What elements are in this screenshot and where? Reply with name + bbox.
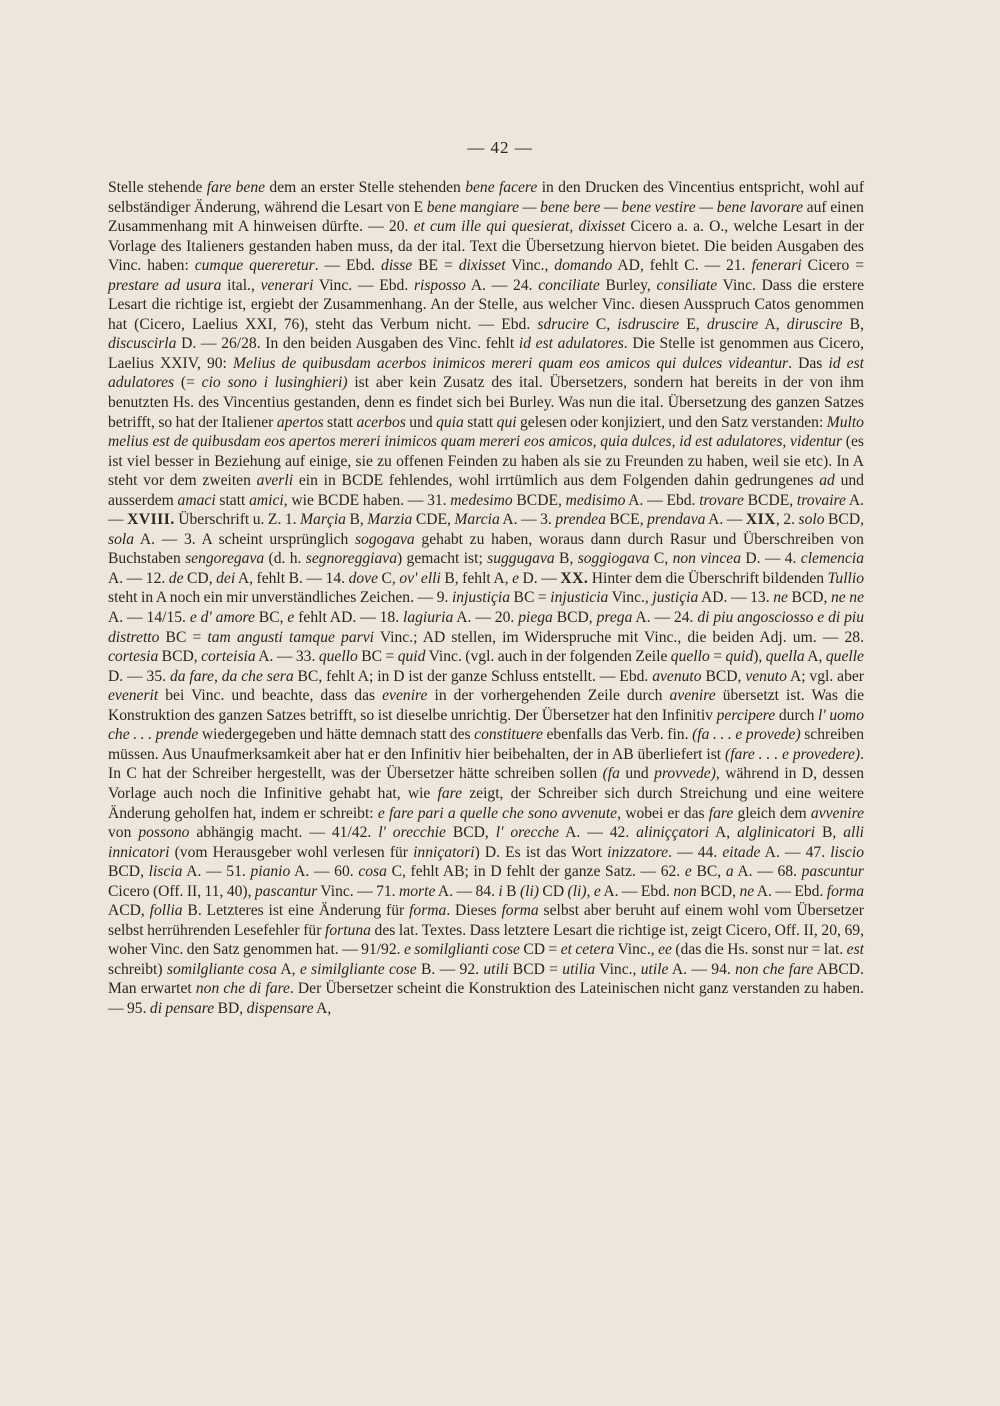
text-run: A. — 84. xyxy=(435,882,499,900)
italic-term: utile xyxy=(640,960,669,978)
italic-term: constituere xyxy=(474,726,543,744)
italic-term: clemencia xyxy=(800,550,865,568)
italic-term: risposso xyxy=(413,276,466,294)
italic-term: fenerari xyxy=(751,257,802,275)
italic-term: justiçia xyxy=(652,589,699,607)
italic-term: da fare, da che sera xyxy=(169,667,294,685)
italic-term: prestare ad usura xyxy=(108,276,222,294)
italic-term: fare bene xyxy=(206,179,266,196)
italic-term: dei xyxy=(216,569,236,587)
italic-term: e similgliante cose xyxy=(299,960,417,978)
italic-term: injustiçia xyxy=(451,589,510,607)
italic-term: provvede) xyxy=(654,765,716,783)
text-run: Cicero a. a. O., welche Lesart in der Vorlage des Italieners gestanden haben muss, da der ital. Text die Übersetzung hiervon bietet. Die beiden Ausgaben des Vinc. haben: xyxy=(108,218,865,275)
text-run: E, xyxy=(679,315,707,333)
italic-term: segnoreggiava xyxy=(305,550,398,568)
italic-term: trovaire xyxy=(796,491,846,509)
italic-term: avvenire xyxy=(810,804,864,822)
italic-term: avenire xyxy=(669,687,716,705)
italic-term: disse xyxy=(381,257,413,275)
italic-term: ad xyxy=(819,472,835,490)
italic-term: sogogava xyxy=(354,530,415,548)
italic-term: cosa xyxy=(358,863,387,881)
italic-term: ne xyxy=(773,589,788,607)
text-run: schreibt) xyxy=(108,960,167,978)
italic-term: bene mangiare — bene bere — bene vestire — bene lavorare xyxy=(426,198,803,216)
text-run: Vinc. (vgl. auch in der folgenden Zeile xyxy=(425,648,671,666)
italic-term: cortesia xyxy=(108,648,159,666)
text-run: A. — 12. xyxy=(108,569,169,587)
italic-term: pianio xyxy=(250,863,291,881)
text-run: BCDE, xyxy=(512,491,566,509)
text-run: (d. h. xyxy=(264,550,306,568)
italic-term: l' orecchie xyxy=(378,824,446,842)
italic-term: utilia xyxy=(562,960,596,978)
text-run: BCD = xyxy=(508,960,563,978)
italic-term: bene facere xyxy=(465,179,538,196)
italic-term: discuscirla xyxy=(108,335,177,353)
italic-term: quid xyxy=(397,648,426,666)
italic-term: et cetera xyxy=(560,941,615,959)
text-run: durch xyxy=(775,706,819,724)
italic-term: tam angusti tamque parvi xyxy=(207,628,374,646)
text-run: BC, xyxy=(691,863,726,881)
italic-term: inizzatore xyxy=(607,843,669,861)
text-run: Hinter dem die Überschrift bildenden xyxy=(588,569,828,587)
text-run: Überschrift u. Z. 1. xyxy=(174,511,301,529)
italic-term: (li) xyxy=(519,882,540,900)
italic-term: prega xyxy=(596,609,633,627)
text-run: dem an erster Stelle stehenden xyxy=(265,179,466,196)
text-run: CD xyxy=(539,882,568,900)
text-run: Vinc. — 71. xyxy=(317,882,399,900)
text-run: . — Ebd. xyxy=(314,257,382,275)
italic-term: ne xyxy=(739,882,755,900)
italic-term: evenire xyxy=(382,687,428,705)
text-run: A; vgl. aber xyxy=(786,667,864,685)
text-run: BCD, xyxy=(445,824,496,842)
italic-term: l' uomo che . . . prende xyxy=(108,706,864,744)
text-run: Vinc. Dass die erstere Lesart die richtige ist, ergiebt der Zusammenhang. An der Stelle, aus welcher Vinc. diesen Ausspruch Catos genommen hat (Cicero, Laelius XXI, 76), steht das Verbum nicht. — Ebd. xyxy=(108,276,865,333)
italic-term: (fare . . . e provedere) xyxy=(725,745,861,763)
italic-term: dove xyxy=(348,569,378,587)
text-run: A, fehlt B. — 14. xyxy=(235,569,349,587)
italic-term: non xyxy=(673,882,697,900)
text-run: wiedergegeben und hätte demnach statt des xyxy=(198,726,475,744)
italic-term: dixisset xyxy=(458,257,506,275)
italic-term: averli xyxy=(256,472,294,490)
italic-term: apertos xyxy=(276,413,324,431)
italic-term: corteisia xyxy=(201,648,256,666)
italic-term: trovare xyxy=(699,491,744,509)
italic-term: (fa xyxy=(602,765,620,783)
section-number: XIX xyxy=(745,511,776,529)
text-run: fehlt AD. — 18. xyxy=(294,609,403,627)
text-run: Vinc., xyxy=(608,589,653,607)
text-run: A. — 51. xyxy=(182,863,251,881)
text-run: ACD, xyxy=(108,902,150,920)
text-run: BCD, xyxy=(552,609,597,627)
text-run: Vinc. — Ebd. xyxy=(313,276,414,294)
italic-term: e xyxy=(684,863,692,881)
text-run: C, xyxy=(378,569,400,587)
italic-term: sdrucire xyxy=(537,315,589,333)
text-run: ) gemacht ist; xyxy=(397,550,488,568)
text-run: AD, fehlt C. — 21. xyxy=(612,257,752,275)
italic-term: quella xyxy=(765,648,805,666)
italic-term: l' orecche xyxy=(495,824,560,842)
section-number: XX. xyxy=(560,569,589,587)
italic-term: forma xyxy=(826,882,865,900)
italic-term: fare xyxy=(708,804,734,822)
text-run: . Der Übersetzer scheint die Konstruktion des Lateinischen nicht ganz verstanden zu haben. — 95. xyxy=(108,980,864,1017)
italic-term: cio sono i lusinghieri) xyxy=(201,374,348,392)
text-run: BCDE, xyxy=(743,491,797,509)
text-run: Burley, xyxy=(599,276,657,294)
italic-term: somilgliante cosa xyxy=(166,960,277,978)
text-run: Vinc., xyxy=(614,941,659,959)
italic-term: Melius de quibusdam acerbos inimicos mereri quam eos amicos qui dulces videantur xyxy=(233,354,789,372)
text-run: . — 44. xyxy=(668,843,723,861)
text-run: D. — 4. xyxy=(741,550,801,568)
italic-term: quid xyxy=(725,648,754,666)
text-run: BCD, xyxy=(108,863,149,881)
text-run: übersetzt ist. Was die Konstruktion des ganzen Satzes betrifft, so ist dieselbe unrichtig. Der Übersetzer hat den Infinitiv xyxy=(108,687,865,724)
italic-term: id est adulatores xyxy=(108,354,864,392)
text-run: C, fehlt AB; in D fehlt der ganze Satz. — 62. xyxy=(386,863,685,881)
text-run: steht in A noch ein mir unverständliches Zeichen. — 9. xyxy=(108,589,452,607)
text-run: gleich dem xyxy=(733,804,811,822)
italic-term: inniçatori xyxy=(413,843,475,861)
italic-term: dispensare xyxy=(246,999,314,1017)
italic-term: et cum ille qui quesierat, dixisset xyxy=(413,218,626,236)
text-run: A. — 24. xyxy=(465,276,539,294)
text-run: (= xyxy=(174,374,202,392)
text-run: A. — xyxy=(705,511,746,529)
text-run: BCD, xyxy=(696,882,740,900)
italic-term: evenerit xyxy=(108,687,159,705)
text-run: gehabt zu haben, woraus dann durch Rasur und Überschreiben von Buchstaben xyxy=(108,530,864,568)
text-run: des lat. Textes. Dass letztere Lesart die richtige ist, zeigt Cicero, Off. II, 20, 69, woher Vinc. den Satz genommen hat. — 91/92. xyxy=(108,921,865,959)
italic-term: ov' elli xyxy=(399,569,441,587)
text-run: BD, xyxy=(214,999,247,1017)
italic-term: Multo melius est de quibusdam eos apertos mereri inimicos quam mereri eos amicos, quia dulces, id est adulatores, videntur xyxy=(108,413,864,451)
italic-term: follia xyxy=(149,902,183,920)
text-run: ebenfalls das Verb. fin. xyxy=(542,726,693,744)
italic-term: est xyxy=(846,941,864,959)
italic-term: de xyxy=(168,569,184,587)
text-run: von xyxy=(108,824,139,842)
text-run: A. — 3. A scheint ursprünglich xyxy=(134,530,355,548)
italic-term: injusticia xyxy=(550,589,609,607)
italic-term: soggiogava xyxy=(577,550,650,568)
text-run: statt xyxy=(463,413,497,431)
italic-term: medisimo xyxy=(565,491,626,509)
text-run: in der vorhergehenden Zeile durch xyxy=(427,687,670,705)
text-run: B, xyxy=(345,511,368,529)
italic-term: quello xyxy=(318,648,358,666)
text-run: und xyxy=(405,413,437,431)
italic-term: percipere xyxy=(716,706,776,724)
italic-term: prendava xyxy=(647,511,706,529)
italic-term: avenuto xyxy=(652,667,702,685)
italic-term: id est adulatores xyxy=(518,335,624,353)
text-run: ), xyxy=(753,648,766,666)
italic-term: aliniççatori xyxy=(636,824,709,842)
italic-term: amaci xyxy=(177,491,216,509)
text-run: BE = xyxy=(412,257,459,275)
italic-term: possono xyxy=(138,824,190,842)
text-run: B, xyxy=(842,315,864,333)
italic-term: ne ne xyxy=(831,589,864,607)
text-run: A. — Ebd. xyxy=(625,491,700,509)
italic-term: e somilglianti cose xyxy=(403,941,520,959)
italic-term: di piu angosciosso e di piu distretto xyxy=(108,609,865,646)
text-run: B, xyxy=(815,824,844,842)
italic-term: sengoregava xyxy=(185,550,265,568)
italic-term: e d' amore xyxy=(189,609,255,627)
text-run: abhängig macht. — 41/42. xyxy=(189,824,379,842)
italic-term: e xyxy=(512,569,520,587)
italic-term: ee xyxy=(658,941,672,959)
italic-term: eitade xyxy=(722,843,761,861)
text-run: AD. — 13. xyxy=(698,589,774,607)
italic-term: e xyxy=(593,882,601,900)
text-run: BC, fehlt A; in D ist der ganze Schluss entstellt. — Ebd. xyxy=(293,667,653,685)
text-run: D. — 35. xyxy=(108,667,170,685)
italic-term: liscia xyxy=(148,863,183,881)
italic-term: alli innicatori xyxy=(108,824,864,861)
text-run: ein in BCDE fehlendes, wohl irrtümlich aus dem Folgenden dahin gedrungenes xyxy=(293,472,820,490)
italic-term: isdruscire xyxy=(617,315,680,333)
italic-term: quelle xyxy=(825,648,864,666)
italic-term: e xyxy=(287,609,295,627)
text-run: A. — 94. xyxy=(668,960,736,978)
text-run: A. — xyxy=(108,491,864,529)
text-run: A, xyxy=(758,315,787,333)
italic-term: morte xyxy=(399,882,436,900)
italic-term: consiliate xyxy=(656,276,718,294)
italic-term: sola xyxy=(108,530,134,548)
text-run: gelesen oder konjiziert, und den Satz verstanden: xyxy=(516,413,827,431)
text-run: , wobei er das xyxy=(617,804,709,822)
text-run: C, xyxy=(649,550,673,568)
text-run: BCD, xyxy=(787,589,831,607)
text-run: , während in D, dessen Vorlage auch noch die Infinitive gehabt hat, wie xyxy=(108,765,864,802)
text-run: , 2. xyxy=(775,511,799,529)
text-run: A, xyxy=(276,960,300,978)
text-run: ital., xyxy=(221,276,261,294)
italic-term: alglinicatori xyxy=(737,824,816,842)
italic-term: suggugava xyxy=(487,550,555,568)
text-run: schreiben müssen. Aus Unaufmerksamkeit aber hat er den Infinitiv hier beibehalten, der in AB überliefert ist xyxy=(108,726,864,763)
text-run: A. — 60. xyxy=(290,863,359,881)
italic-term: quia xyxy=(436,413,464,431)
italic-term: fare xyxy=(437,784,463,802)
text-run: selbst aber beruht auf einem wohl vom Übersetzer selbst herrührenden Lesefehler für xyxy=(108,902,864,939)
text-run: (es ist viel besser in Beziehung auf einige, sie zu offenen Feinden zu haben als sie zu Freunden zu haben, weil sie etc). In A steht vor dem zweiten xyxy=(108,433,864,490)
text-run: CD, xyxy=(183,569,217,587)
italic-term: (li) xyxy=(567,882,587,900)
text-run: A. — 24. xyxy=(632,609,698,627)
italic-term: e fare pari a quelle che sono avvenute xyxy=(377,804,618,822)
italic-term: pascuntur xyxy=(801,863,864,881)
text-run: D. — xyxy=(519,569,561,587)
text-run: BCD, xyxy=(701,667,746,685)
text-run: Stelle stehende xyxy=(108,179,207,196)
italic-term: cumque quereretur xyxy=(194,257,315,275)
text-run: auf einen Zusammenhang mit A hinweisen dürfte. — 20. xyxy=(108,198,864,236)
text-run: CD = xyxy=(519,941,561,959)
text-run: A. — 20. xyxy=(453,609,519,627)
italic-term: forma xyxy=(409,902,447,920)
text-run: CDE, xyxy=(412,511,455,529)
text-run: B xyxy=(502,882,520,900)
text-run: , xyxy=(586,882,594,900)
text-run: BC = xyxy=(357,648,398,666)
text-run: A. — 47. xyxy=(760,843,831,861)
text-run: in den Drucken des Vincentius entspricht, wohl auf selbständiger Änderung, während die Lesart von E xyxy=(108,179,865,216)
italic-term: qui xyxy=(496,413,517,431)
text-run: C, xyxy=(588,315,618,333)
text-run: A. — 3. xyxy=(499,511,556,529)
text-run: BC = xyxy=(159,628,208,646)
text-run: A. — 68. xyxy=(733,863,802,881)
italic-term: fortuna xyxy=(325,921,371,939)
text-run: ) D. Es ist das Wort xyxy=(474,843,608,861)
italic-term: (fa . . . e provede) xyxy=(692,726,801,744)
text-run: B. — 92. xyxy=(416,960,484,978)
text-run: BC, xyxy=(254,609,288,627)
text-run: , wie BCDE haben. — 31. xyxy=(283,491,451,509)
italic-term: medesimo xyxy=(450,491,513,509)
text-run: A. — 42. xyxy=(559,824,637,842)
text-run: Vinc., xyxy=(505,257,555,275)
italic-term: venuto xyxy=(745,667,787,685)
text-run: (vom Herausgeber wohl verlesen für xyxy=(169,843,414,861)
italic-term: pascantur xyxy=(254,882,318,900)
text-run: BCE, xyxy=(605,511,648,529)
italic-term: liscio xyxy=(830,843,864,861)
text-run: A. — 14/15. xyxy=(108,609,190,627)
italic-term: Marçia xyxy=(300,511,346,529)
text-run: BC = xyxy=(510,589,551,607)
italic-term: forma xyxy=(501,902,539,920)
italic-term: amici xyxy=(249,491,284,509)
text-run: Cicero = xyxy=(801,257,864,275)
text-run: A, xyxy=(708,824,738,842)
italic-term: venerari xyxy=(260,276,314,294)
italic-term: conciliate xyxy=(538,276,600,294)
italic-term: domando xyxy=(554,257,613,275)
text-run: bei Vinc. und beachte, dass das xyxy=(158,687,383,705)
italic-term: Marcia xyxy=(454,511,500,529)
italic-term: druscire xyxy=(706,315,759,333)
italic-term: prendea xyxy=(555,511,606,529)
text-run: statt xyxy=(215,491,250,509)
italic-term: acerbos xyxy=(356,413,406,431)
text-run: B, xyxy=(554,550,578,568)
italic-term: utili xyxy=(483,960,509,978)
text-run: A, xyxy=(313,999,332,1017)
text-run: B, fehlt A, xyxy=(440,569,513,587)
italic-term: diruscire xyxy=(786,315,843,333)
text-run: = xyxy=(709,648,726,666)
text-run: B. Letzteres ist eine Änderung für xyxy=(182,902,410,920)
text-run: . Die Stelle ist genommen aus Cicero, Laelius XXIV, 90: xyxy=(108,335,864,372)
text-run: zeigt, der Schreiber sich durch Streichung und eine weitere Änderung geholfen hat, indem er schreibt: xyxy=(108,784,864,822)
text-run: . Das xyxy=(788,354,829,372)
italic-term: non che fare xyxy=(735,960,814,978)
italic-term: di pensare xyxy=(149,999,215,1017)
text-run: Cicero (Off. II, 11, 40), xyxy=(108,882,255,900)
text-run: (das die Hs. sonst nur = lat. xyxy=(671,941,847,959)
text-run: A. — 33. xyxy=(255,648,319,666)
text-run: BCD, xyxy=(158,648,202,666)
text-run: A. — Ebd. xyxy=(754,882,827,900)
text-run: A, xyxy=(804,648,826,666)
text-run: D. — 26/28. In den beiden Ausgaben des Vinc. fehlt xyxy=(176,335,519,353)
text-run: BCD, xyxy=(824,511,864,529)
text-run: Vinc.; AD stellen, im Widerspruche mit Vinc., die beiden Adj. um. — 28. xyxy=(373,628,864,646)
text-run: . In C hat der Schreiber hergestellt, was der Übersetzer hätte schreiben sollen xyxy=(108,745,864,783)
text-run: A. — Ebd. xyxy=(600,882,674,900)
text-run: ist aber kein Zusatz des ital. Übersetzers, sondern hat bereits in der von ihm benutzten Hs. des Vincentius gestanden, denn es findet sich bei Burley. Was nun die ital. Übersetzung des ganzen Satzes betrifft, so hat der Italiener xyxy=(108,374,864,431)
italic-term: non che di fare xyxy=(195,980,290,998)
italic-term: quello xyxy=(670,648,710,666)
page-number: — 42 — xyxy=(467,138,533,157)
italic-term: Tullio xyxy=(827,569,864,587)
text-run: statt xyxy=(323,413,357,431)
italic-term: a xyxy=(725,863,734,881)
text-run: und xyxy=(619,765,655,783)
italic-term: piega xyxy=(518,609,553,627)
italic-term: Marzia xyxy=(367,511,413,529)
text-run: . Dieses xyxy=(446,902,502,920)
text-run: ABCD. Man erwartet xyxy=(108,960,864,998)
section-number: XVIII. xyxy=(127,511,175,529)
italic-term: solo xyxy=(798,511,825,529)
italic-term: lagiuria xyxy=(402,609,454,627)
text-run: und ausserdem xyxy=(108,472,864,509)
body-text xyxy=(108,178,864,1019)
text-run: Vinc., xyxy=(595,960,641,978)
italic-term: non vincea xyxy=(672,550,741,568)
italic-term: i xyxy=(498,882,503,900)
